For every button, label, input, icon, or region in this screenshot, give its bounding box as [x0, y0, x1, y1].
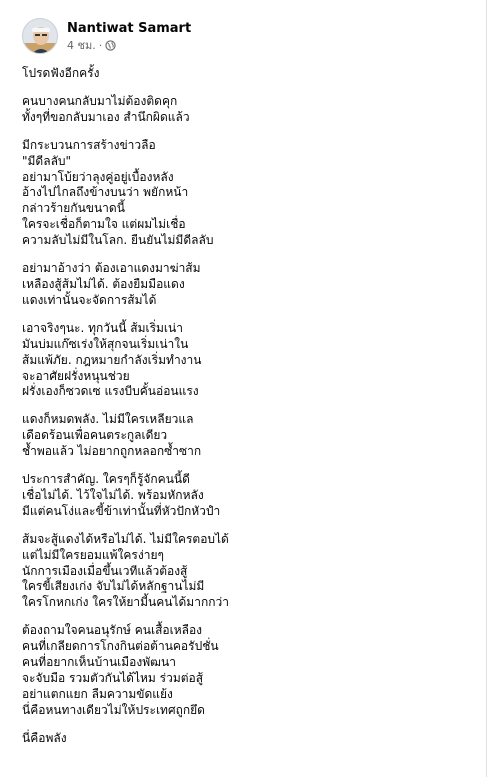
- author-avatar[interactable]: [22, 18, 58, 54]
- post-paragraph: [22, 623, 462, 718]
- post-body: [22, 66, 462, 759]
- post-text-line: ทั้งๆที่ขอกลับมาเอง สำนึกผิดแล้ว: [22, 109, 190, 124]
- avatar-image: [23, 19, 58, 54]
- post-text-line: เชื่อไม่ได้. ไว้ใจไม่ได้. พร้อมหักหลัง: [22, 487, 204, 502]
- post-text-line: ส้มแพ้ภัย. กฎหมายกำลังเริ่มทำงาน: [22, 352, 202, 367]
- post-paragraph: [22, 472, 462, 520]
- post-text-line: นักการเมืองเมื่อขึ้นเวทีแล้วต้องสู้: [22, 563, 188, 578]
- post-subline: [67, 38, 191, 53]
- post-text-line: คนที่อยากเห็นบ้านเมืองพัฒนา: [22, 655, 176, 670]
- post-text-line: เอาจริงๆนะ. ทุกวันนี้ ส้มเริ่มเน่า: [22, 320, 183, 335]
- post-text-line: นี่คือหนทางเดียวไม่ให้ประเทศถูกยึด: [22, 702, 205, 717]
- post-text-line: "มีดีลลับ": [22, 153, 72, 168]
- post-text-line: คนบางคนกลับมาไม่ต้องติดคุก: [22, 93, 178, 108]
- post-text-line: ใครขี้เสียงเก่ง จับไม่ได้หลักฐานไม่มี: [22, 579, 205, 594]
- post-paragraph: [22, 261, 462, 309]
- globe-icon[interactable]: [105, 40, 116, 51]
- post-meta: [67, 20, 191, 53]
- post-text-line: อย่ามาโบ้ยว่าลุงคู่อยู่เบื้องหลัง: [22, 169, 174, 184]
- post-text-line: มีกระบวนการสร้างข่าวลือ: [22, 137, 156, 152]
- post-text-line: อย่าแตกแยก ลืมความขัดแย้ง: [22, 686, 173, 701]
- post-paragraph: [22, 731, 462, 747]
- post-text-line: โปรดฟังอีกครั้ง: [22, 66, 100, 80]
- post-text-line: นี่คือพลัง: [22, 730, 67, 745]
- post-text-line: จะจับมือ รวมตัวกันได้ไหม ร่วมต่อสู้: [22, 671, 204, 685]
- author-name[interactable]: Nantiwat Samart: [67, 20, 192, 36]
- post-paragraph: [22, 66, 462, 82]
- post-text-line: เดือดร้อนเพื่อคนตระกูลเดียว: [22, 428, 168, 443]
- post-text-line: กล่าวร้ายกันขนาดนี้: [22, 201, 125, 216]
- post-paragraph: [22, 138, 462, 249]
- post-header: [22, 16, 191, 56]
- post-text-line: แต่ไม่มีใครยอมแพ้ใครง่ายๆ: [22, 547, 164, 562]
- post-text-line: มันบ่มแก๊ซเร่งให้สุกจนเริ่มเน่าใน: [22, 336, 189, 351]
- post-text-line: ต้องถามใจคนอนุรักษ์ คนเสื้อเหลือง: [22, 623, 203, 638]
- post-text-line: เหลืองสู้ส้มไม่ได้. ต้องยืมมือแดง: [22, 276, 185, 291]
- post-paragraph: [22, 321, 462, 401]
- post-timestamp[interactable]: 4 ชม.: [67, 38, 96, 52]
- post-paragraph: [22, 94, 462, 126]
- post-text-line: แดงก็หมดพลัง. ไม่มีใครเหลียวแล: [22, 412, 194, 427]
- post-text-line: มีแต่คนโง่และขี้ข้าเท่านั้นที่หัวปักหัวปำ: [22, 503, 221, 518]
- post-text-line: ประการสำคัญ. ใครๆก็รู้จักคนนี้ดี: [22, 472, 190, 487]
- post-text-line: ใครโกหกเก่ง ใครให้ยามี้นคนได้มากกว่า: [22, 595, 229, 610]
- post-text-line: ฝรั่งเองก็ซวดเซ แรงบีบคั้นอ่อนแรง: [22, 384, 199, 399]
- post-text-line: ช้ำพอแล้ว ไม่อยากถูกหลอกซ้ำซาก: [22, 444, 202, 459]
- post-text-line: ส้มจะสู้แดงได้หรือไม่ได้. ไม่มีใครตอบได้: [22, 531, 229, 546]
- post-text-line: อ้างไปไกลถึงข้างบนว่า พยักหน้า: [22, 185, 189, 200]
- post-text-line: คนที่เกลียดการโกงกินต่อต้านคอรัปชั่น: [22, 639, 219, 654]
- meta-separator: ·: [98, 38, 103, 52]
- post-paragraph: [22, 412, 462, 460]
- post-text-line: จะอาศัยฝรั่งหนุนช่วย: [22, 368, 130, 383]
- post-paragraph: [22, 532, 462, 612]
- post-text-line: แดงเท่านั้นจะจัดการส้มได้: [22, 292, 157, 307]
- post-text-line: ความลับไม่มีในโลก. ยืนยันไม่มีดีลลับ: [22, 233, 214, 248]
- post-text-line: ใครจะเชื่อก็ตามใจ แต่ผมไม่เชื่อ: [22, 217, 186, 232]
- post-text-line: อย่ามาอ้างว่า ต้องเอาแดงมาฆ่าส้ม: [22, 261, 201, 276]
